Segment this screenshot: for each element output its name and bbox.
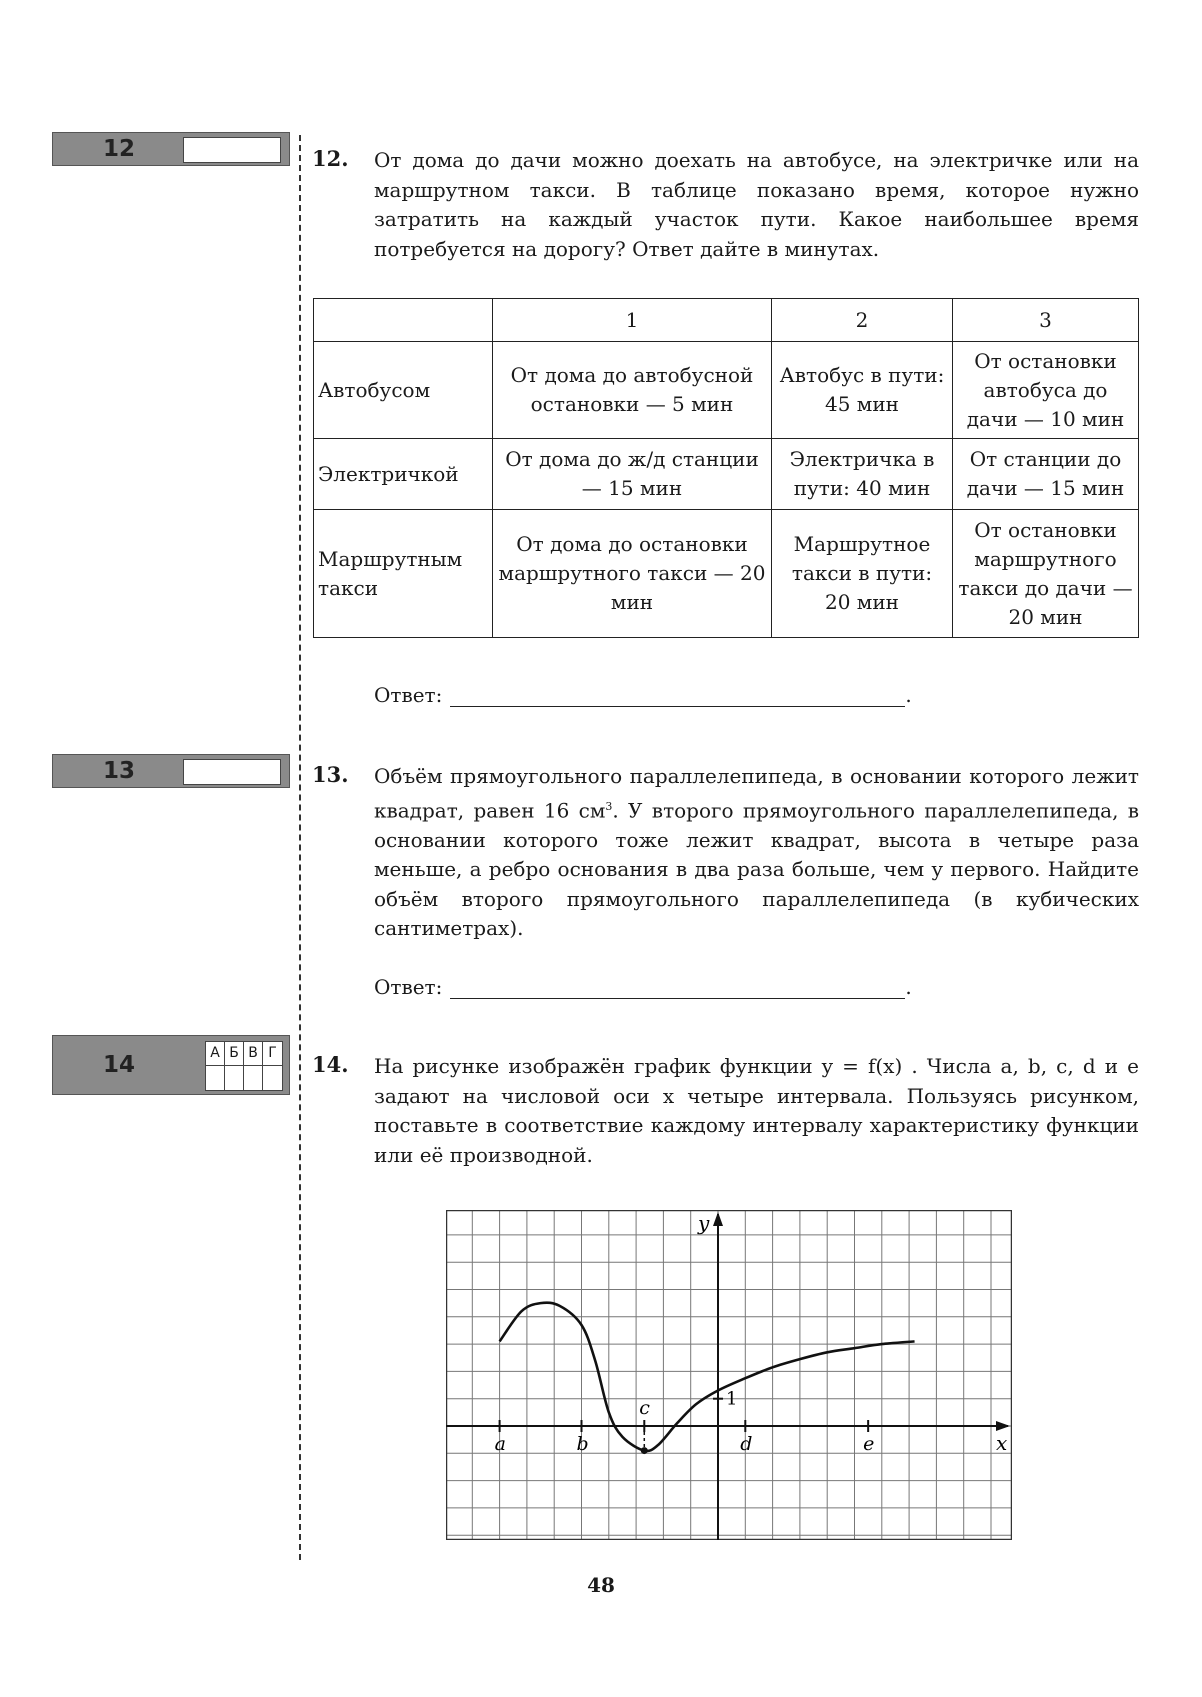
question-text-part: Объём прямоугольного параллелепипеда, в основании которого лежит квадрат, равен 16 см [374,764,1139,823]
table-cell: От остановки маршрутного такси до дачи — 20 мин [953,510,1139,638]
graph-border [447,1211,1012,1540]
answer-box[interactable] [183,137,281,163]
answer-grid-cell[interactable] [263,1066,282,1090]
task-number: 12 [103,136,136,162]
question-text: От дома до дачи можно доехать на автобусе, на электричке или на маршрутном такси. В таблице показано время, которое нужно затратить на каждый участок пути. Какое наибольшее время потребуется на дорогу? Ответ дайте в минутах. [374,148,1139,261]
table-cell: От дома до автобусной остановки — 5 мин [493,342,772,439]
function-graph [446,1210,1012,1540]
answer-grid-header: В [244,1042,263,1066]
task-number: 14 [103,1052,136,1078]
point-label-e: e [863,1433,875,1455]
answer-end: . [905,683,912,707]
x-axis-label: x [996,1431,1008,1455]
minimum-point [641,1447,648,1454]
answer-row [374,683,912,707]
answer-grid-cell[interactable] [244,1066,263,1090]
table-cell: 3 [953,299,1139,342]
answer-label: Ответ: [374,975,443,999]
cut-line [299,135,301,1560]
answer-row [374,975,912,999]
answer-grid-cell[interactable] [225,1066,244,1090]
question-text: На рисунке изображён график функции y = f(x) . Числа a, b, c, d и e задают на числовой оси x четыре интервала. Пользуясь рисунком, поставьте в соответствие каждому интервалу характеристику функции или её производной. [374,1054,1139,1167]
table-cell: 1 [493,299,772,342]
table-cell: От станции до дачи — 15 мин [953,439,1139,510]
y-axis-arrow-icon [713,1212,723,1226]
unit-label: 1 [726,1388,738,1410]
row-label: Электричкой [314,439,493,510]
row-label: Автобусом [314,342,493,439]
question-number: 14. [312,1052,349,1077]
task-13-tag [52,754,290,788]
answer-grid-header: А [206,1042,225,1066]
table-row [314,439,1139,510]
point-label-a: a [494,1433,506,1455]
table-cell: От дома до остановки маршрутного такси — 20 мин [493,510,772,638]
answer-label: Ответ: [374,683,443,707]
table-row [314,342,1139,439]
task-number: 13 [103,758,136,784]
task-12-tag [52,132,290,166]
point-label-d: d [740,1433,753,1455]
answer-grid-header: Б [225,1042,244,1066]
table-row [314,510,1139,638]
table-cell: От остановки автобуса до дачи — 10 мин [953,342,1139,439]
table-header-row [314,299,1139,342]
task-14-tag [52,1035,290,1095]
superscript: 3 [605,799,613,813]
question-text-part: . У второго прямоугольного параллелепипеда, в основании которого тоже лежит квадрат, высота в четыре раза меньше, а ребро основания в два раза больше, чем у первого. Найдите объём второго прямоугольного параллелепипеда (в кубических сантиметрах). [374,798,1139,941]
answer-grid-cell[interactable] [206,1066,225,1090]
function-curve [500,1303,915,1451]
row-label: Маршрутным такси [314,510,493,638]
answer-box[interactable] [183,759,281,785]
page-number: 48 [587,1573,615,1597]
answer-end: . [905,975,912,999]
question-number: 12. [312,146,349,171]
travel-time-table [313,298,1139,638]
question-number: 13. [312,762,349,787]
table-cell [314,299,493,342]
table-cell: 2 [772,299,953,342]
x-axis-arrow-icon [996,1421,1010,1431]
answer-grid[interactable] [205,1041,283,1091]
question-text [374,762,1139,944]
y-axis-label: y [698,1211,710,1235]
answer-line[interactable] [450,978,905,999]
answer-line[interactable] [450,686,905,707]
point-label-c: c [639,1397,650,1419]
point-label-b: b [576,1433,589,1455]
table-cell: От дома до ж/д станции — 15 мин [493,439,772,510]
table-cell: Автобус в пути: 45 мин [772,342,953,439]
answer-grid-header: Г [263,1042,282,1066]
table-cell: Электричка в пути: 40 мин [772,439,953,510]
table-cell: Маршрутное такси в пути: 20 мин [772,510,953,638]
